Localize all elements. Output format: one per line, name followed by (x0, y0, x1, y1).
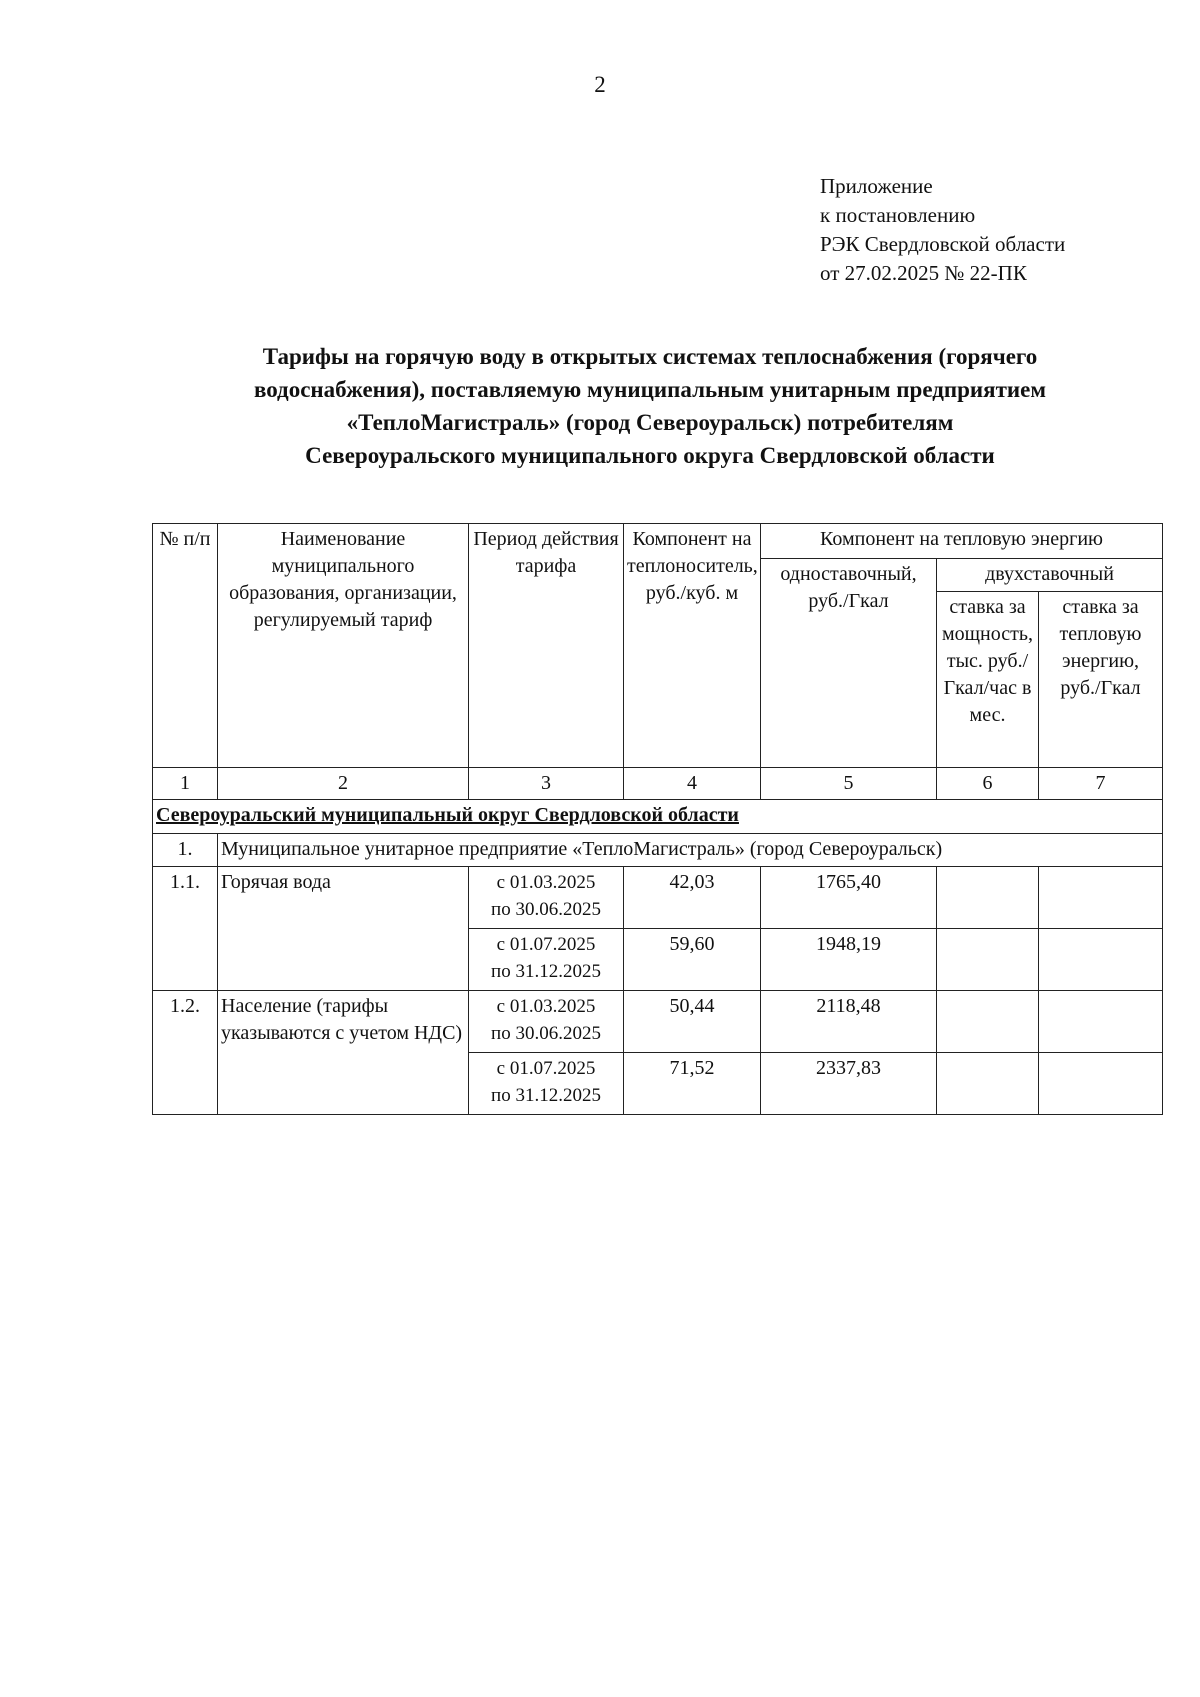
header-energy-rate: ставка за тепловую энергию, руб./Гкал (1039, 592, 1163, 768)
energy-rate-value (1039, 1053, 1163, 1115)
period-from: с 01.07.2025 (496, 934, 596, 955)
column-number: 3 (469, 768, 624, 800)
capacity-rate-value (937, 991, 1039, 1053)
appendix-line: РЭК Свердловской области (820, 232, 1066, 256)
single-rate-value: 2118,48 (761, 991, 937, 1053)
period-to: по 30.06.2025 (491, 899, 601, 920)
period-from: с 01.07.2025 (496, 1058, 596, 1079)
table-row (153, 991, 1163, 1053)
period-cell (469, 929, 624, 991)
column-number: 6 (937, 768, 1039, 800)
header-carrier-component: Компонент на теплоноситель, руб./куб. м (624, 524, 761, 768)
capacity-rate-value (937, 929, 1039, 991)
period-from: с 01.03.2025 (496, 996, 596, 1017)
capacity-rate-value (937, 1053, 1039, 1115)
header-energy-component: Компонент на тепловую энергию (761, 524, 1163, 559)
row-name: Население (тарифы указываются с учетом НДС) (218, 991, 469, 1115)
organization-name: Муниципальное унитарное предприятие «ТеплоМагистраль» (город Североуральск) (218, 834, 1163, 867)
energy-rate-value (1039, 867, 1163, 929)
appendix-line: к постановлению (820, 203, 976, 227)
appendix-block (820, 172, 1065, 288)
period-cell (469, 991, 624, 1053)
header-number: № п/п (153, 524, 218, 768)
period-to: по 31.12.2025 (491, 961, 601, 982)
column-number: 5 (761, 768, 937, 800)
period-from: с 01.03.2025 (496, 872, 596, 893)
row-name: Горячая вода (218, 867, 469, 991)
row-number: 1.1. (153, 867, 218, 991)
appendix-line: Приложение (820, 174, 933, 198)
energy-rate-value (1039, 929, 1163, 991)
title-line: Тарифы на горячую воду в открытых системах теплоснабжения (горячего (262, 344, 1038, 369)
column-number: 2 (218, 768, 469, 800)
organization-number: 1. (153, 834, 218, 867)
carrier-value: 59,60 (624, 929, 761, 991)
region-row: Североуральский муниципальный округ Свердловской области (153, 800, 1163, 834)
single-rate-value: 1948,19 (761, 929, 937, 991)
page-number: 2 (594, 72, 606, 97)
document-title (150, 340, 1150, 472)
column-number: 7 (1039, 768, 1163, 800)
period-to: по 30.06.2025 (491, 1023, 601, 1044)
tariff-table (152, 523, 1163, 1115)
carrier-value: 71,52 (624, 1053, 761, 1115)
period-cell (469, 867, 624, 929)
row-number: 1.2. (153, 991, 218, 1115)
carrier-value: 50,44 (624, 991, 761, 1053)
title-line: водоснабжения), поставляемую муниципальным унитарным предприятием (253, 377, 1047, 402)
header-two-rate: двухставочный (937, 559, 1163, 592)
energy-rate-value (1039, 991, 1163, 1053)
table-row (153, 867, 1163, 929)
period-to: по 31.12.2025 (491, 1085, 601, 1106)
period-cell (469, 1053, 624, 1115)
header-period: Период действия тарифа (469, 524, 624, 768)
header-single-rate: одноставочный, руб./Гкал (761, 559, 937, 768)
column-number: 4 (624, 768, 761, 800)
header-capacity-rate: ставка за мощность, тыс. руб./Гкал/час в мес. (937, 592, 1039, 768)
header-name: Наименование муниципального образования, организации, регулируемый тариф (218, 524, 469, 768)
appendix-line: от 27.02.2025 № 22-ПК (820, 261, 1027, 285)
title-line: Североуральского муниципального округа Свердловской области (305, 443, 995, 468)
column-number: 1 (153, 768, 218, 800)
title-line: «ТеплоМагистраль» (город Североуральск) потребителям (346, 410, 954, 435)
single-rate-value: 2337,83 (761, 1053, 937, 1115)
carrier-value: 42,03 (624, 867, 761, 929)
capacity-rate-value (937, 867, 1039, 929)
single-rate-value: 1765,40 (761, 867, 937, 929)
